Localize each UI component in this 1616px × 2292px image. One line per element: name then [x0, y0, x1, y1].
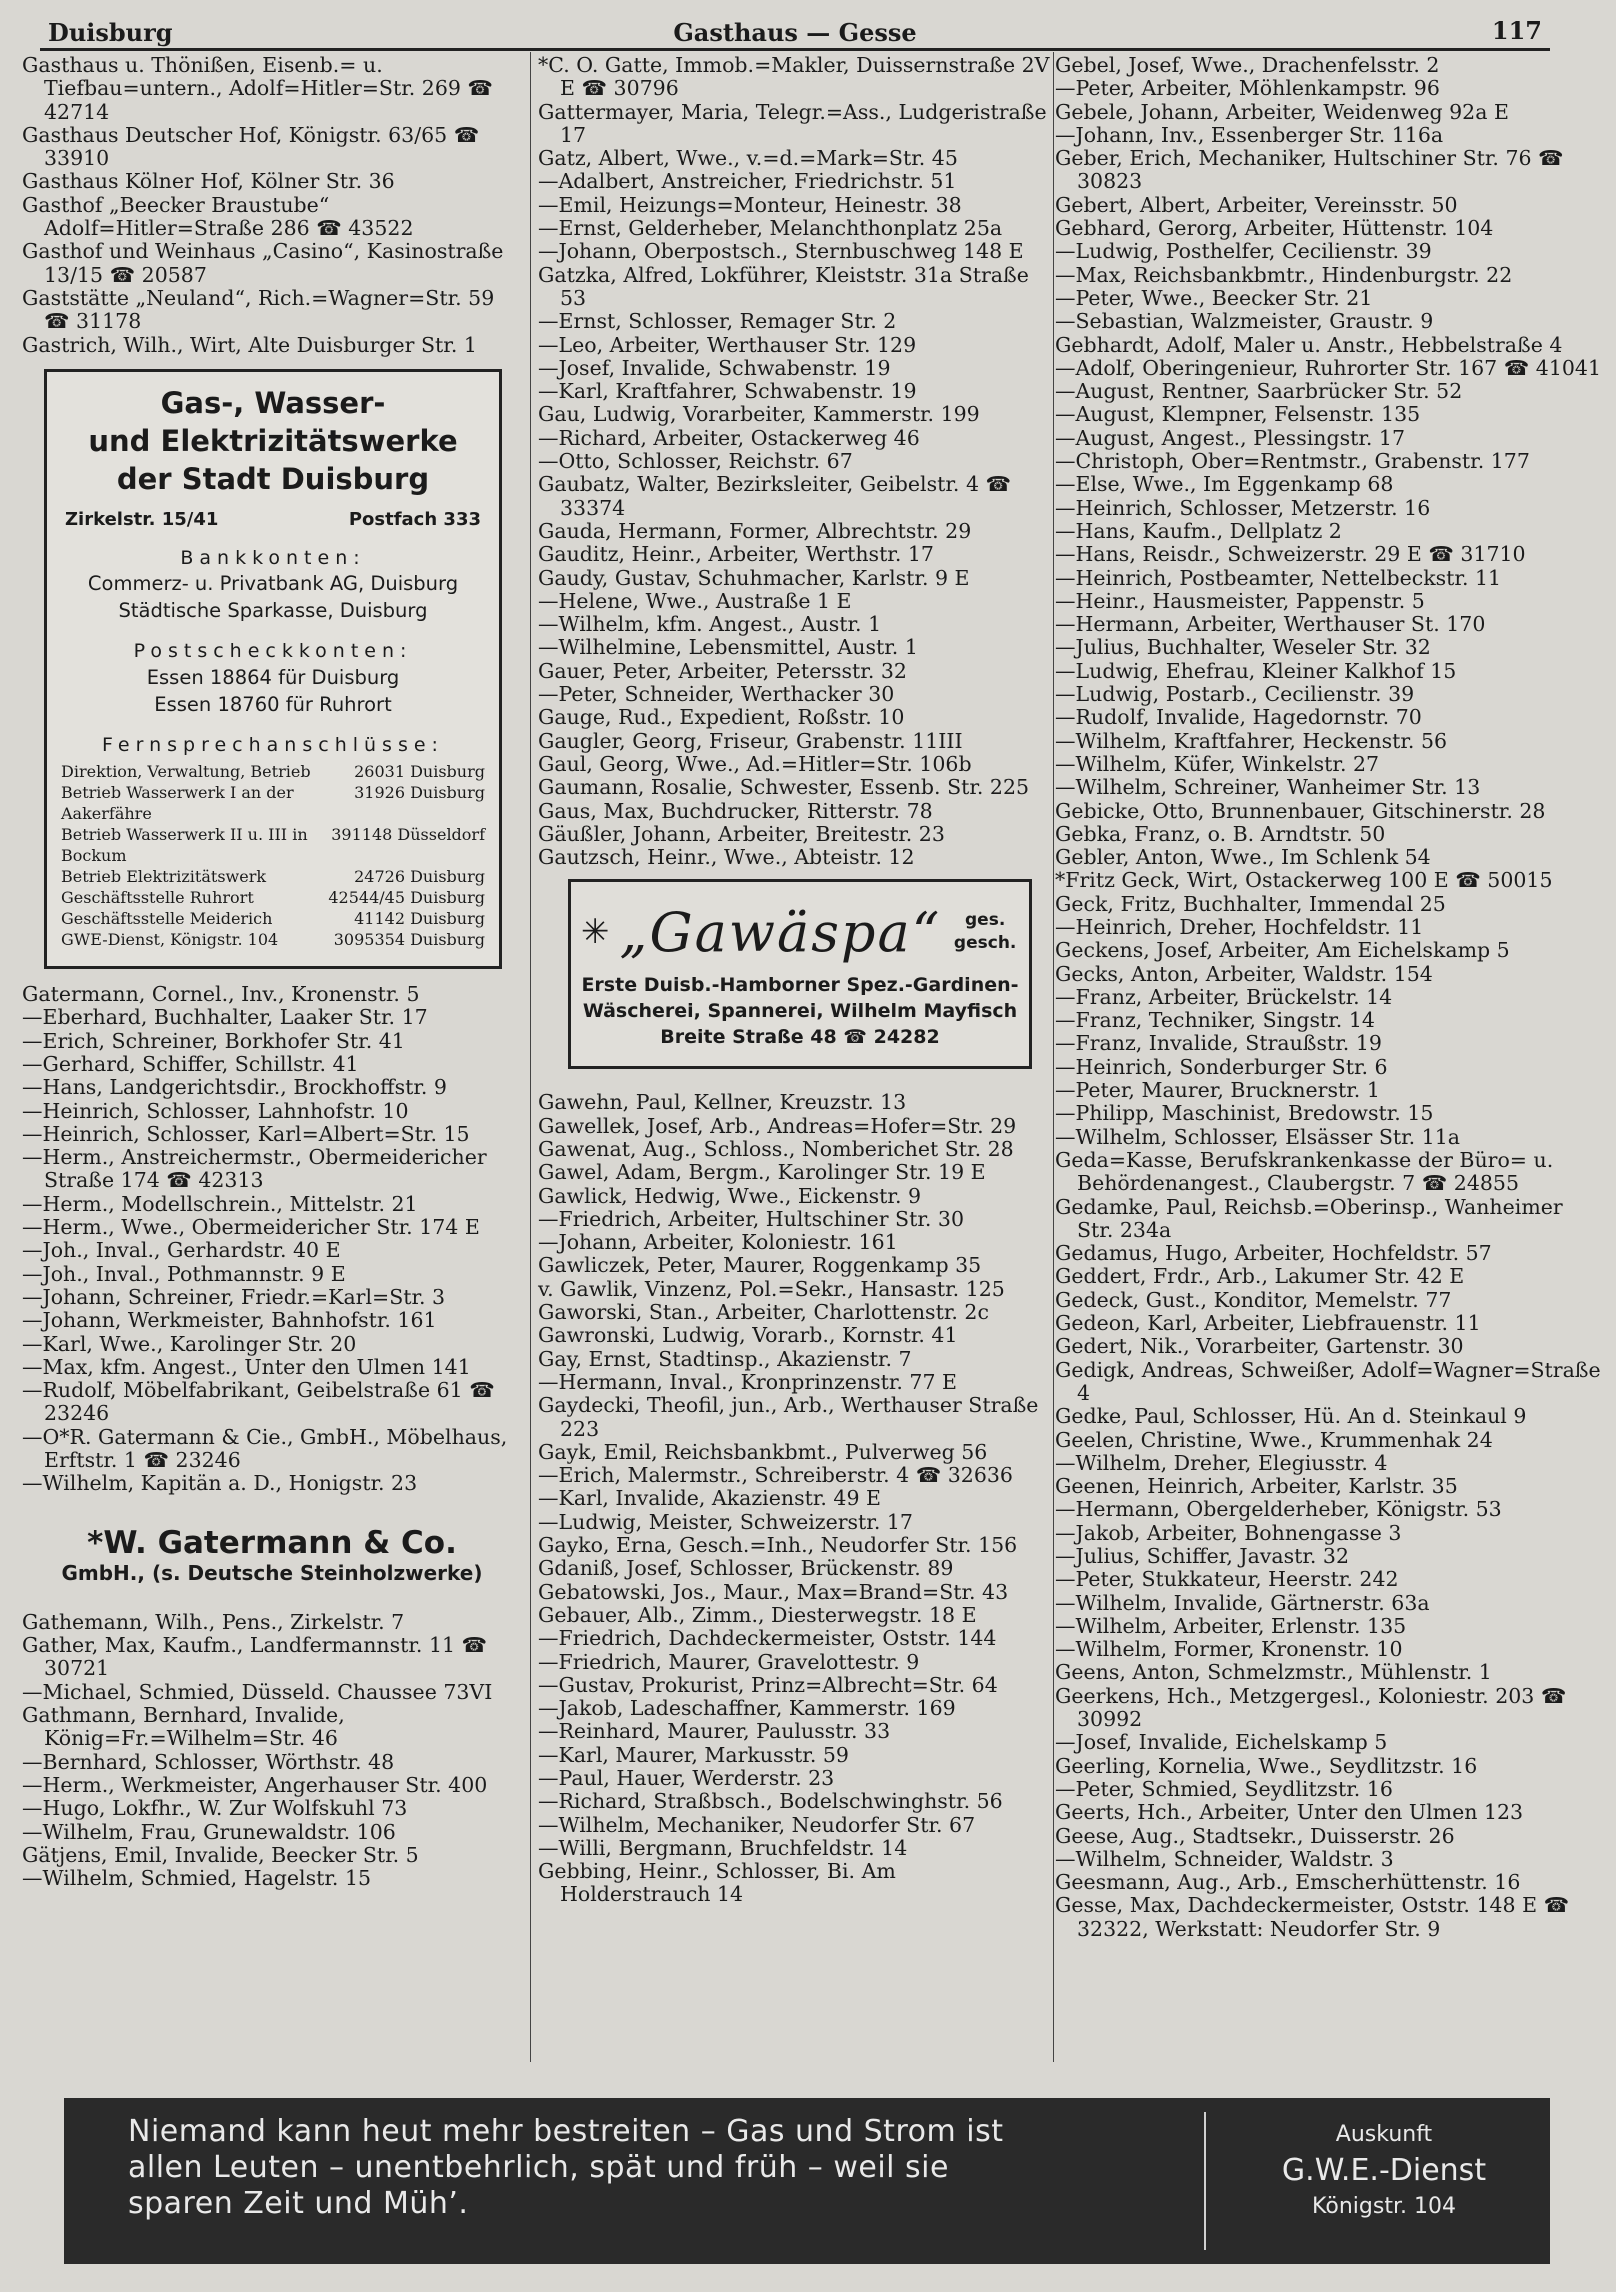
directory-entry: —Heinrich, Postbeamter, Nettelbeckstr. 11	[1055, 565, 1502, 590]
column-3	[1055, 54, 1603, 1941]
directory-entry: Geesmann, Aug., Arb., Emscherhüttenstr. 16	[1055, 1870, 1521, 1895]
phone-row	[61, 908, 485, 929]
postcheck-label: Postscheckkonten:	[133, 640, 413, 663]
directory-entry: Gebbing, Heinr., Schlosser, Bi. Am Holderstrauch 14	[538, 1859, 896, 1907]
directory-entry: —Josef, Invalide, Schwabenstr. 19	[538, 355, 891, 380]
directory-entry: v. Gawlik, Vinzenz, Pol.=Sekr., Hansastr. 125	[538, 1276, 1005, 1301]
directory-entry: Gauge, Rud., Expedient, Roßstr. 10	[538, 705, 905, 730]
directory-entry: Gaudy, Gustav, Schuhmacher, Karlstr. 9 E	[538, 565, 970, 590]
directory-entry: —Peter, Arbeiter, Möhlenkampstr. 96	[1055, 76, 1440, 101]
directory-entry: —Peter, Wwe., Beecker Str. 21	[1055, 285, 1373, 310]
directory-entry: —Wilhelm, Schmied, Hagelstr. 15	[22, 1866, 372, 1891]
banner-info	[1224, 2122, 1544, 2219]
directory-entry: —Wilhelm, Kraftfahrer, Heckenstr. 56	[1055, 728, 1448, 753]
directory-entry: —Josef, Invalide, Eichelskamp 5	[1055, 1730, 1388, 1755]
directory-entry: —Franz, Techniker, Singstr. 14	[1055, 1008, 1375, 1033]
phone-row	[61, 761, 485, 782]
directory-entry: —Johann, Oberpostsch., Sternbuschweg 148 E	[538, 239, 1024, 264]
directory-entry: —Heinrich, Schlosser, Lahnhofstr. 10	[22, 1098, 409, 1123]
phone-number: 41142 Duisburg	[354, 909, 485, 929]
directory-entry: Gesse, Max, Dachdeckermeister, Oststr. 148 E ☎ 32322, Werkstatt: Neudorfer Str. 9	[1055, 1893, 1570, 1941]
directory-entry: —Wilhelm, Schreiner, Wanheimer Str. 13	[1055, 775, 1481, 800]
directory-entry: Gebatowski, Jos., Maur., Max=Brand=Str. 43	[538, 1579, 1009, 1604]
directory-entry: Gaydecki, Theofil, jun., Arb., Werthauser Straße 223	[538, 1393, 1039, 1441]
directory-entry: —Adalbert, Anstreicher, Friedrichstr. 51	[538, 169, 957, 194]
directory-entry: Gedeck, Gust., Konditor, Memelstr. 77	[1055, 1287, 1452, 1312]
gawaspa-logo: „Gawäspa“	[619, 900, 942, 964]
directory-entry: —Wilhelm, Dreher, Elegiusstr. 4	[1055, 1450, 1388, 1475]
directory-entry: Geda=Kasse, Berufskrankenkasse der Büro= u. Behördenangest., Claubergstr. 7 ☎ 24855	[1055, 1147, 1554, 1196]
banner-line: sparen Zeit und Müh’.	[128, 2186, 469, 2221]
directory-entry: —Heinrich, Schlosser, Metzerstr. 16	[1055, 495, 1431, 520]
phone-table	[61, 761, 485, 950]
banner-info-title: G.W.E.-Dienst	[1281, 2153, 1487, 2188]
directory-entry: —Hugo, Lokfhr., W. Zur Wolfskuhl 73	[22, 1796, 408, 1821]
directory-entry: Gaworski, Stan., Arbeiter, Charlottenstr. 2c	[538, 1300, 989, 1325]
directory-entry: —Otto, Schlosser, Reichstr. 67	[538, 449, 853, 474]
directory-entry: Gatzka, Alfred, Lokführer, Kleiststr. 31a Straße 53	[538, 262, 1029, 310]
directory-entry: Gauditz, Heinr., Arbeiter, Werthstr. 17	[538, 542, 934, 567]
directory-entry: —Johann, Arbeiter, Koloniestr. 161	[538, 1230, 898, 1255]
directory-entry: —Eberhard, Buchhalter, Laaker Str. 17	[22, 1005, 428, 1030]
gawaspa-logo-row	[581, 892, 1019, 972]
directory-entry: —Peter, Maurer, Brucknerstr. 1	[1055, 1078, 1380, 1103]
directory-entry: Gatermann, Cornel., Inv., Kronenstr. 5	[22, 982, 420, 1007]
phone-label: Fernsprechanschlüsse:	[102, 733, 444, 756]
phone-label: GWE-Dienst, Königstr. 104	[61, 930, 279, 950]
directory-entry: —Johann, Werkmeister, Bahnhofstr. 161	[22, 1308, 437, 1333]
directory-entry: Geddert, Frdr., Arb., Lakumer Str. 42 E	[1055, 1264, 1465, 1289]
directory-entry: Geber, Erich, Mechaniker, Hultschiner Str. 76 ☎ 30823	[1055, 146, 1564, 194]
directory-entry: —Friedrich, Maurer, Gravelottestr. 9	[538, 1649, 920, 1674]
directory-entry: —Hermann, Arbeiter, Werthauser St. 170	[1055, 612, 1486, 637]
phone-row	[61, 929, 485, 950]
directory-entry: Gebhardt, Adolf, Maler u. Anstr., Hebbelstraße 4	[1055, 332, 1563, 357]
directory-entry: Gaubatz, Walter, Bezirksleiter, Geibelstr. 4 ☎ 33374	[538, 472, 1012, 520]
directory-entry: —Rudolf, Invalide, Hagedornstr. 70	[1055, 705, 1422, 730]
phone-label: Betrieb Elektrizitätswerk	[61, 867, 267, 887]
directory-entry: —August, Angest., Plessingstr. 17	[1055, 425, 1406, 450]
gatermann-promo	[22, 1524, 522, 1585]
phone-row	[61, 782, 485, 824]
directory-entry: —Erich, Schreiner, Borkhofer Str. 41	[22, 1028, 405, 1053]
page-number: 117	[1491, 16, 1542, 45]
entry-list-col1-top	[22, 54, 522, 357]
gawaspa-line: Breite Straße 48 ☎ 24282	[660, 1026, 940, 1049]
directory-entry: —Wilhelm, Schneider, Waldstr. 3	[1055, 1846, 1394, 1871]
directory-entry: —Bernhard, Schlosser, Wörthstr. 48	[22, 1749, 395, 1774]
phone-row	[61, 824, 485, 866]
directory-entry: Gaul, Georg, Wwe., Ad.=Hitler=Str. 106b	[538, 751, 972, 776]
bank-line: Commerz- u. Privatbank AG, Duisburg	[87, 572, 459, 596]
directory-entry: —Wilhelm, kfm. Angest., Austr. 1	[538, 612, 882, 637]
directory-entry: Gebhard, Gerorg, Arbeiter, Hüttenstr. 104	[1055, 216, 1494, 241]
directory-entry: —Wilhelm, Frau, Grunewaldstr. 106	[22, 1819, 396, 1844]
directory-entry: —Ludwig, Meister, Schweizerstr. 17	[538, 1509, 913, 1534]
bank-label: Bankkonten:	[180, 547, 366, 570]
directory-entry: —Max, kfm. Angest., Unter den Ulmen 141	[22, 1354, 471, 1379]
directory-entry: —Willi, Bergmann, Bruchfeldstr. 14	[538, 1835, 908, 1860]
directory-entry: Gawliczek, Peter, Maurer, Roggenkamp 35	[538, 1253, 982, 1278]
gawaspa-line: Wäscherei, Spannerei, Wilhelm Mayfisch	[582, 1000, 1018, 1023]
directory-entry: Gasthaus u. Thönißen, Eisenb.= u. Tiefbau=untern., Adolf=Hitler=Str. 269 ☎ 42714	[22, 53, 493, 124]
banner-info-label: Auskunft	[1335, 2122, 1433, 2147]
directory-entry: Gattermayer, Maria, Telegr.=Ass., Ludgeristraße 17	[538, 99, 1047, 147]
directory-entry: Gayk, Emil, Reichsbankbmt., Pulverweg 56	[538, 1439, 988, 1464]
directory-entry: Gawronski, Ludwig, Vorarb., Kornstr. 41	[538, 1323, 958, 1348]
entry-list-col3	[1055, 54, 1603, 1941]
directory-entry: —Julius, Schiffer, Javastr. 32	[1055, 1544, 1350, 1568]
directory-entry: Gebel, Josef, Wwe., Drachenfelsstr. 2	[1055, 53, 1440, 77]
directory-entry: —Ludwig, Ehefrau, Kleiner Kalkhof 15	[1055, 658, 1457, 683]
banner-info-address: Königstr. 104	[1312, 2194, 1456, 2219]
directory-entry: —Ernst, Gelderheber, Melanchthonplatz 25a	[538, 216, 1003, 241]
bank-line: Städtische Sparkasse, Duisburg	[118, 599, 428, 623]
directory-entry: —Christoph, Ober=Rentmstr., Grabenstr. 177	[1055, 449, 1530, 474]
phone-number: 391148 Düsseldorf	[331, 825, 485, 845]
directory-entry: —Karl, Maurer, Markusstr. 59	[538, 1742, 849, 1767]
directory-entry: —Ludwig, Posthelfer, Cecilienstr. 39	[1055, 239, 1432, 264]
directory-entry: Geerts, Hch., Arbeiter, Unter den Ulmen 123	[1055, 1800, 1524, 1825]
directory-entry: —Herm., Wwe., Obermeidericher Str. 174 E	[22, 1215, 480, 1240]
column-1	[22, 54, 522, 1890]
gawaspa-line: Erste Duisb.-Hamborner Spez.-Gardinen-	[581, 974, 1019, 997]
directory-entry: —Hans, Reisdr., Schweizerstr. 29 E ☎ 31710	[1055, 542, 1526, 567]
directory-entry: —Wilhelm, Arbeiter, Erlenstr. 135	[1055, 1613, 1407, 1638]
directory-entry: —Julius, Buchhalter, Weseler Str. 32	[1055, 635, 1431, 660]
directory-entry: —Paul, Hauer, Werderstr. 23	[538, 1766, 835, 1790]
gwe-banner	[64, 2098, 1550, 2264]
directory-entry: —Herm., Modellschrein., Mittelstr. 21	[22, 1191, 418, 1216]
directory-entry: Gedeon, Karl, Arbeiter, Liebfrauenstr. 11	[1055, 1311, 1481, 1336]
directory-entry: —Wilhelm, Invalide, Gärtnerstr. 63a	[1055, 1590, 1430, 1615]
directory-entry: Gastrich, Wilh., Wirt, Alte Duisburger Str. 1	[22, 332, 477, 357]
gwe-address-postbox: Postfach 333	[348, 508, 481, 530]
directory-entry: Gaststätte „Neuland“, Rich.=Wagner=Str. 59 ☎ 31178	[22, 285, 495, 334]
directory-entry: —Wilhelm, Mechaniker, Neudorfer Str. 67	[538, 1812, 976, 1837]
promo-subtitle: GmbH., (s. Deutsche Steinholzwerke)	[61, 1560, 483, 1585]
directory-entry: Gathemann, Wilh., Pens., Zirkelstr. 7	[22, 1609, 405, 1634]
directory-entry: —Ludwig, Postarb., Cecilienstr. 39	[1055, 682, 1415, 707]
gawaspa-ad-box	[568, 879, 1032, 1069]
directory-entry: —Jakob, Ladeschaffner, Kammerstr. 169	[538, 1696, 956, 1721]
directory-entry: Gebler, Anton, Wwe., Im Schlenk 54	[1055, 845, 1431, 870]
directory-entry: —Johann, Inv., Essenberger Str. 116a	[1055, 122, 1444, 147]
directory-entry: —Adolf, Oberingenieur, Ruhrorter Str. 167 ☎ 41041	[1055, 355, 1602, 380]
directory-entry: —Peter, Stukkateur, Heerstr. 242	[1055, 1567, 1399, 1592]
directory-entry: —Michael, Schmied, Düsseld. Chaussee 73VI	[22, 1679, 493, 1704]
directory-entry: Gaugler, Georg, Friseur, Grabenstr. 11III	[538, 728, 963, 753]
directory-entry: —Heinrich, Sonderburger Str. 6	[1055, 1054, 1388, 1079]
gwe-address	[65, 508, 481, 531]
page-header	[40, 8, 1550, 51]
directory-entry: —Ernst, Schlosser, Remager Str. 2	[538, 309, 897, 334]
phone-label: Geschäftsstelle Ruhrort	[61, 888, 254, 908]
directory-entry: —Joh., Inval., Pothmannstr. 9 E	[22, 1261, 346, 1286]
directory-entry: Gätjens, Emil, Invalide, Beecker Str. 5	[22, 1842, 419, 1867]
directory-entry: *Fritz Geck, Wirt, Ostackerweg 100 E ☎ 50015	[1055, 868, 1553, 893]
directory-entry: Gawenat, Aug., Schloss., Nomberichet Str. 28	[538, 1136, 1014, 1161]
directory-entry: —Hermann, Obergelderheber, Königstr. 53	[1055, 1497, 1502, 1522]
phone-number: 24726 Duisburg	[354, 867, 485, 887]
directory-entry: —Herm., Werkmeister, Angerhauser Str. 400	[22, 1772, 488, 1797]
postcheck-line: Essen 18760 für Ruhrort	[154, 692, 392, 716]
directory-entry: Geens, Anton, Schmelzmstr., Mühlenstr. 1	[1055, 1660, 1492, 1685]
directory-entry: Gedke, Paul, Schlosser, Hü. An d. Steinkaul 9	[1055, 1404, 1527, 1429]
directory-entry: Gawlick, Hedwig, Wwe., Eickenstr. 9	[538, 1183, 922, 1208]
banner-divider	[1204, 2112, 1206, 2250]
directory-entry: Gebele, Johann, Arbeiter, Weidenweg 92a E	[1055, 99, 1509, 124]
directory-entry: —Wilhelmine, Lebensmittel, Austr. 1	[538, 635, 918, 660]
directory-entry: —Friedrich, Dachdeckermeister, Oststr. 144	[538, 1626, 997, 1651]
postcheck-line: Essen 18864 für Duisburg	[146, 665, 400, 689]
directory-entry: Gauda, Hermann, Former, Albrechtstr. 29	[538, 518, 972, 543]
directory-entry: Gau, Ludwig, Vorarbeiter, Kammerstr. 199	[538, 402, 980, 427]
directory-entry: Gay, Ernst, Stadtinsp., Akazienstr. 7	[538, 1346, 912, 1371]
directory-entry: Gdaniß, Josef, Schlosser, Brückenstr. 89	[538, 1556, 954, 1581]
directory-entry: —Franz, Invalide, Straußstr. 19	[1055, 1031, 1382, 1056]
gwe-address-street: Zirkelstr. 15/41	[65, 508, 219, 530]
column-2	[538, 54, 1050, 1907]
column-divider	[530, 52, 531, 2062]
banner-line: Niemand kann heut mehr bestreiten – Gas und Strom ist	[128, 2114, 1004, 2149]
directory-entry: —Richard, Straßbsch., Bodelschwinghstr. 56	[538, 1789, 1003, 1814]
directory-entry: Gebert, Albert, Arbeiter, Vereinsstr. 50	[1055, 192, 1458, 217]
entry-list-col2-top	[538, 54, 1050, 869]
directory-entry: —Hans, Kaufm., Dellplatz 2	[1055, 518, 1342, 543]
directory-entry: Geese, Aug., Stadtsekr., Duisserstr. 26	[1055, 1823, 1455, 1848]
directory-entry: —Jakob, Arbeiter, Bohnengasse 3	[1055, 1520, 1402, 1545]
gwe-ad-box	[44, 369, 502, 969]
directory-entry: Gautzsch, Heinr., Wwe., Abteistr. 12	[538, 845, 915, 870]
directory-entry: Gathmann, Bernhard, Invalide, König=Fr.=Wilhelm=Str. 46	[22, 1703, 345, 1751]
directory-entry: Gaus, Max, Buchdrucker, Ritterstr. 78	[538, 798, 933, 823]
directory-entry: —Wilhelm, Küfer, Winkelstr. 27	[1055, 751, 1380, 776]
directory-entry: —Gerhard, Schiffer, Schillstr. 41	[22, 1051, 359, 1076]
directory-entry: —Philipp, Maschinist, Bredowstr. 15	[1055, 1101, 1434, 1126]
gwe-title: Gas-, Wasser-	[160, 385, 386, 420]
directory-entry: —August, Rentner, Saarbrücker Str. 52	[1055, 379, 1463, 404]
phone-label: Betrieb Wasserwerk II u. III in Bockum	[61, 825, 308, 866]
directory-entry: —Joh., Inval., Gerhardstr. 40 E	[22, 1238, 341, 1263]
directory-entry: Gedigk, Andreas, Schweißer, Adolf=Wagner=Straße 4	[1055, 1357, 1601, 1405]
directory-entry: —Peter, Schmied, Seydlitzstr. 16	[1055, 1776, 1393, 1801]
directory-entry: Gasthaus Deutscher Hof, Königstr. 63/65 ☎ 33910	[22, 122, 480, 171]
directory-entry: Geenen, Heinrich, Arbeiter, Karlstr. 35	[1055, 1474, 1458, 1499]
directory-entry: —Leo, Arbeiter, Werthauser Str. 129	[538, 332, 917, 357]
directory-entry: Geelen, Christine, Wwe., Krummenhak 24	[1055, 1427, 1493, 1452]
promo-title: *W. Gatermann & Co.	[87, 1524, 457, 1561]
directory-entry: —Heinrich, Dreher, Hochfeldstr. 11	[1055, 914, 1424, 939]
directory-entry: Gawehn, Paul, Kellner, Kreuzstr. 13	[538, 1090, 907, 1115]
directory-entry: —Friedrich, Arbeiter, Hultschiner Str. 30	[538, 1206, 965, 1231]
phone-row	[61, 887, 485, 908]
phone-label: Betrieb Wasserwerk I an der Aakerfähre	[61, 783, 294, 824]
directory-entry: Gebka, Franz, o. B. Arndtstr. 50	[1055, 821, 1386, 846]
directory-entry: —Hermann, Inval., Kronprinzenstr. 77 E	[538, 1369, 957, 1394]
header-range: Gasthaus — Gesse	[673, 18, 917, 47]
directory-entry: Gaumann, Rosalie, Schwester, Essenb. Str. 225	[538, 775, 1030, 800]
banner-line: allen Leuten – unentbehrlich, spät und früh – weil sie	[128, 2150, 949, 2185]
directory-entry: —Wilhelm, Kapitän a. D., Honigstr. 23	[22, 1471, 418, 1496]
directory-entry: Gawellek, Josef, Arb., Andreas=Hofer=Str. 29	[538, 1113, 1017, 1138]
directory-entry: —Wilhelm, Schlosser, Elsässer Str. 11a	[1055, 1124, 1460, 1149]
directory-entry: —Erich, Malermstr., Schreiberstr. 4 ☎ 32636	[538, 1463, 1013, 1488]
directory-entry: —Sebastian, Walzmeister, Graustr. 9	[1055, 309, 1434, 334]
directory-entry: Gatz, Albert, Wwe., v.=d.=Mark=Str. 45	[538, 146, 958, 171]
directory-entry: Gecks, Anton, Arbeiter, Waldstr. 154	[1055, 961, 1433, 986]
directory-entry: —Karl, Invalide, Akazienstr. 49 E	[538, 1486, 881, 1511]
directory-entry: Gedert, Nik., Vorarbeiter, Gartenstr. 30	[1055, 1334, 1464, 1359]
entry-list-col1-mid	[22, 983, 522, 1496]
header-city: Duisburg	[48, 18, 173, 47]
directory-entry: Gasthof und Weinhaus „Casino“, Kasinostraße 13/15 ☎ 20587	[22, 239, 504, 287]
star-icon: ✳	[581, 911, 610, 952]
directory-entry: Geck, Fritz, Buchhalter, Immendal 25	[1055, 891, 1446, 916]
gwe-title: der Stadt Duisburg	[116, 461, 430, 496]
entry-list-col1-bottom	[22, 1611, 522, 1891]
directory-entry: —Heinrich, Schlosser, Karl=Albert=Str. 15	[22, 1121, 470, 1146]
directory-entry: —Gustav, Prokurist, Prinz=Albrecht=Str. 64	[538, 1672, 998, 1697]
directory-entry: —Karl, Kraftfahrer, Schwabenstr. 19	[538, 379, 917, 404]
directory-entry: Gayko, Erna, Gesch.=Inh., Neudorfer Str. 156	[538, 1533, 1018, 1558]
directory-entry: —Max, Reichsbankbmtr., Hindenburgstr. 22	[1055, 262, 1513, 287]
directory-entry: Geerling, Kornelia, Wwe., Seydlitzstr. 16	[1055, 1753, 1478, 1778]
directory-entry: —O*R. Gatermann & Cie., GmbH., Möbelhaus, Erftstr. 1 ☎ 23246	[22, 1424, 508, 1472]
directory-entry: Gebauer, Alb., Zimm., Diesterwegstr. 18 E	[538, 1602, 977, 1627]
trademark-note: ges. gesch.	[953, 910, 1017, 954]
directory-entry: Gedamus, Hugo, Arbeiter, Hochfeldstr. 57	[1055, 1241, 1492, 1266]
directory-entry: Gäußler, Johann, Arbeiter, Breitestr. 23	[538, 821, 945, 846]
directory-entry: —Else, Wwe., Im Eggenkamp 68	[1055, 472, 1394, 497]
banner-slogan	[128, 2114, 1128, 2222]
directory-entry: Gasthof „Beecker Braustube“ Adolf=Hitler=Straße 286 ☎ 43522	[22, 192, 414, 241]
directory-entry: Geerkens, Hch., Metzgergesl., Koloniestr. 203 ☎ 30992	[1055, 1683, 1567, 1732]
directory-entry: —Rudolf, Möbelfabrikant, Geibelstraße 61 ☎ 23246	[22, 1378, 495, 1426]
directory-entry: —Herm., Anstreichermstr., Obermeidericher Straße 174 ☎ 42313	[22, 1145, 487, 1193]
directory-entry: —August, Klempner, Felsenstr. 135	[1055, 402, 1421, 427]
directory-entry: —Franz, Arbeiter, Brückelstr. 14	[1055, 984, 1393, 1009]
phone-number: 3095354 Duisburg	[333, 930, 485, 950]
directory-entry: *C. O. Gatte, Immob.=Makler, Duissernstraße 2V E ☎ 30796	[538, 53, 1050, 101]
directory-entry: Gauer, Peter, Arbeiter, Petersstr. 32	[538, 658, 907, 683]
entry-list-col2-bottom	[538, 1091, 1050, 1906]
directory-entry: Gedamke, Paul, Reichsb.=Oberinsp., Wanheimer Str. 234a	[1055, 1194, 1563, 1242]
gwe-title: und Elektrizitätswerke	[88, 423, 458, 458]
phone-number: 42544/45 Duisburg	[328, 888, 485, 908]
directory-entry: Gawel, Adam, Bergm., Karolinger Str. 19 E	[538, 1160, 986, 1185]
directory-entry: —Helene, Wwe., Austraße 1 E	[538, 588, 852, 613]
phone-row	[61, 866, 485, 887]
phone-label: Direktion, Verwaltung, Betrieb	[61, 762, 311, 782]
phone-label: Geschäftsstelle Meiderich	[61, 909, 273, 929]
directory-entry: —Richard, Arbeiter, Ostackerweg 46	[538, 425, 920, 450]
phone-number: 26031 Duisburg	[354, 762, 485, 782]
directory-entry: Gather, Max, Kaufm., Landfermannstr. 11 ☎ 30721	[22, 1633, 488, 1681]
directory-entry: —Peter, Schneider, Werthacker 30	[538, 682, 895, 707]
directory-entry: —Reinhard, Maurer, Paulusstr. 33	[538, 1719, 891, 1744]
directory-entry: —Emil, Heizungs=Monteur, Heinestr. 38	[538, 192, 962, 217]
directory-entry: Gasthaus Kölner Hof, Kölner Str. 36	[22, 169, 395, 194]
directory-entry: —Johann, Schreiner, Friedr.=Karl=Str. 3	[22, 1284, 446, 1309]
directory-entry: —Karl, Wwe., Karolinger Str. 20	[22, 1331, 357, 1356]
column-divider	[1053, 52, 1054, 2062]
directory-entry: Geckens, Josef, Arbeiter, Am Eichelskamp 5	[1055, 938, 1510, 963]
directory-entry: —Hans, Landgerichtsdir., Brockhoffstr. 9	[22, 1075, 447, 1100]
directory-entry: Gebicke, Otto, Brunnenbauer, Gitschinerstr. 28	[1055, 798, 1546, 823]
directory-entry: —Heinr., Hausmeister, Pappenstr. 5	[1055, 588, 1425, 613]
phone-number: 31926 Duisburg	[354, 783, 485, 803]
directory-entry: —Wilhelm, Former, Kronenstr. 10	[1055, 1637, 1403, 1662]
